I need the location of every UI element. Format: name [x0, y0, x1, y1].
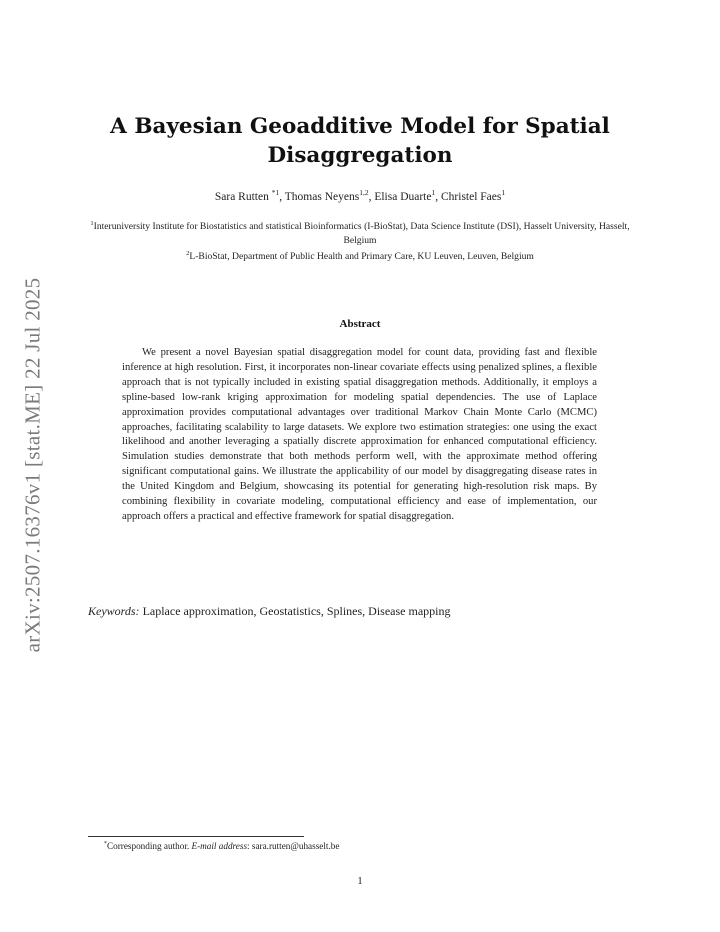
author-separator: , — [279, 190, 285, 203]
author-name: Thomas Neyens — [284, 190, 360, 203]
affiliation-item — [80, 217, 640, 247]
author-affiliation-mark: *1 — [271, 188, 280, 197]
keywords — [88, 604, 648, 619]
author-separator: , — [435, 190, 441, 203]
abstract-heading: Abstract — [339, 318, 381, 330]
affiliation-item — [80, 247, 640, 264]
affiliations — [80, 217, 640, 264]
affiliation-text: L-BioStat, Department of Public Health and Primary Care, KU Leuven, Leuven, Belgium — [189, 251, 534, 263]
footnote: *Corresponding author. E-mail address: sara.rutten@uhasselt.be — [104, 841, 340, 852]
author-name: Sara Rutten — [214, 190, 269, 203]
footnote-email[interactable]: sara.rutten@uhasselt.be — [251, 841, 340, 852]
affiliation-text: Interuniversity Institute for Biostatistics and statistical Bioinformatics (I-BioStat), Data Science Institute (DSI), Hasselt University, Hasselt, Belgium — [93, 221, 630, 246]
author-affiliation-mark: 1 — [501, 188, 506, 197]
author-affiliation-mark: 1,2 — [359, 188, 369, 197]
author-name: Christel Faes — [441, 190, 502, 203]
author-list — [90, 188, 630, 203]
keywords-list: Laplace approximation, Geostatistics, Splines, Disease mapping — [142, 604, 451, 618]
footnote-text: Corresponding author. — [107, 841, 190, 852]
arxiv-identifier[interactable]: arXiv:2507.16376v1 [stat.ME] 22 Jul 2025 — [20, 277, 45, 653]
footnote-divider — [88, 836, 304, 837]
keywords-label: Keywords: — [88, 604, 140, 618]
paper-title: A Bayesian Geoadditive Model for Spatial Disaggregation — [110, 114, 610, 168]
author-name: Elisa Duarte — [374, 190, 432, 203]
page-number: 1 — [357, 875, 363, 887]
author-affiliation-mark: 1 — [431, 188, 436, 197]
affiliation-mark: 1 — [90, 220, 94, 227]
author-separator: , — [368, 190, 375, 203]
footnote-email-label: E-mail address — [191, 841, 248, 852]
affiliation-mark: 2 — [186, 250, 190, 258]
abstract-text: We present a novel Bayesian spatial disaggregation model for count data, providing fast and flexible inference at high resolution. First, it incorporates non-linear covariate effects using penalized splines, a flexible approach that is not typically included in existing spatial disaggregation methods. Additionally, it employs a spline-based low-rank kriging approximation for modeling spatial dependencies. The use of Laplace approximation provides computational advantages over traditional Markov Chain Monte Carlo (MCMC) approaches, facilitating scalability to large datasets. We explore two estimation strategies: one using the exact likelihood and another leveraging a spatially discrete approximation for enhanced computational efficiency. Simulation studies demonstrate that both methods perform well, with the approximate method offering significant computational gains. We illustrate the applicability of our model by disaggregating disease rates in the United Kingdom and Belgium, showcasing its potential for generating high-resolution risk maps. By combining flexibility in covariate modeling, computational efficiency and ease of implementation, our approach offers a practical and effective framework for spatial disaggregation. — [122, 347, 597, 522]
footnote-mark: * — [104, 841, 107, 847]
